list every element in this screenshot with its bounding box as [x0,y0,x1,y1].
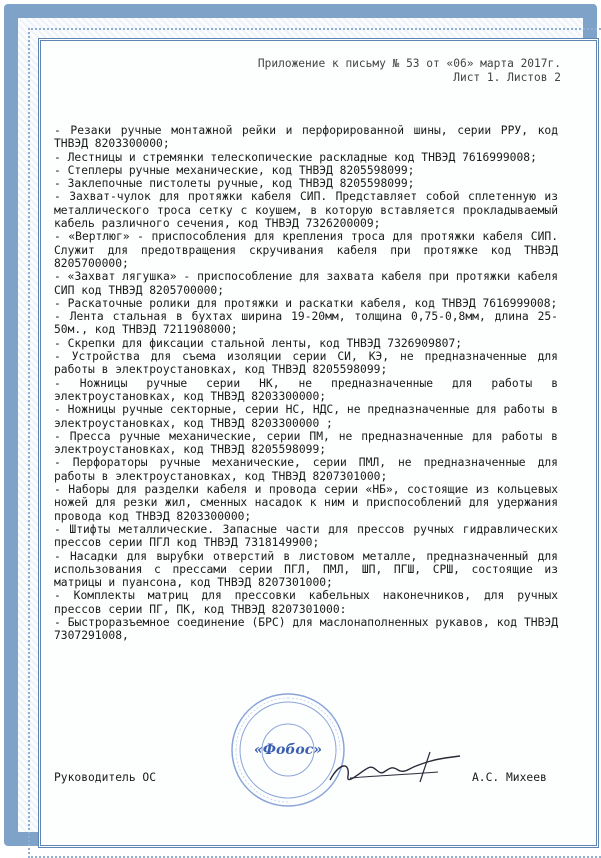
list-item: - Резаки ручные монтажной рейки и перфорированной шины, серии РРУ, код ТНВЭД 8203300000; [54,124,558,151]
list-item: - Насадки для вырубки отверстий в листовом металле, предназначенный для использования с прессами серии ПГЛ, ПМЛ, ШП, ПГШ, СРШ, состоящие из матрицы и пуансона, код ТНВЭД 8207301000; [54,549,558,590]
sheet-number: Лист 1. Листов 2 [453,71,561,84]
list-item: - Раскаточные ролики для протяжки и раскатки кабеля, код ТНВЭД 7616999008; [54,296,558,310]
list-item: - Скрепки для фиксации стальной ленты, код ТНВЭД 7326909807; [54,336,463,350]
list-item: - Заклепочные пистолеты ручные, код ТНВЭД 8205598099; [54,177,415,191]
list-item: - Ножницы ручные серии НК, не предназначенные для работы в электроустановках, код ТНВЭД 8203300000; [54,376,558,403]
list-item: - Захват-чулок для протяжки кабеля СИП. Представляет собой сплетенную из металлического троса сетку с коушем, в которую вставляется прокладываемый кабель различного сечения, код ТНВЭД 7326200009; [54,190,558,231]
list-item: - «Захват лягушка» - приспособление для захвата кабеля при протяжки кабеля СИП код ТНВЭД 8205700000; [54,270,558,297]
list-item: - Наборы для разделки кабеля и провода серии «НБ», состоящие из кольцевых ножей для резки жил, сменных насадок к ним и приспособлений для удержания провода код ТНВЭД 8203300000; [54,483,558,523]
document-header [181,57,561,85]
signature [320,742,470,792]
product-list [54,124,558,643]
stamp-center-text: «Фобос» [253,742,323,758]
list-item: - Перфораторы ручные механические, серии ПМЛ, не предназначенные для работы в электроустановках, код ТНВЭД 8207301000; [54,456,558,483]
list-item: - Лента стальная в бухтах ширина 19-20мм, толщина 0,75-0,8мм, длина 25-50м., код ТНВЭД 7211908000; [54,310,558,337]
list-item: - Быстроразъемное соединение (БРС) для маслонаполненных рукавов, код ТНВЭД 7307291008, [54,615,558,643]
list-item: - Устройства для съема изоляции серии СИ, КЭ, не предназначенные для работы в электроустановках, код ТНВЭД 8205598099; [54,350,558,377]
signatory-role: Руководитель ОС [54,771,157,784]
list-item: - Комплекты матриц для прессовки кабельных наконечников, для ручных прессов серии ПГ, ПК, код ТНВЭД 8207301000: [54,589,558,616]
list-item: - Ножницы ручные секторные, серии НС, НДС, не предназначенные для работы в электроустановках, код ТНВЭД 8203300000 ; [54,403,558,430]
list-item: - Степлеры ручные механические, код ТНВЭД 8205598099; [54,163,415,177]
signatory-name: А.С. Михеев [472,771,547,784]
letter-reference: Приложение к письму № 53 от «06» марта 2017г. [257,57,561,70]
list-item: - Штифты металлические. Запасные части для прессов ручных гидравлических прессов серии ПГЛ код ТНВЭД 7318149900; [54,522,558,550]
list-item: - «Вертлюг» - приспособления для крепления троса для протяжки кабеля СИП. Служит для предотвращения скручивания кабеля при протяжке код ТНВЭД 8205700000; [54,230,558,270]
list-item: - Пресса ручные механические, серии ПМ, не предназначенные для работы в электроустановках, код ТНВЭД 8205598099; [54,429,558,457]
list-item: - Лестницы и стремянки телескопические раскладные код ТНВЭД 7616999008; [54,150,537,164]
